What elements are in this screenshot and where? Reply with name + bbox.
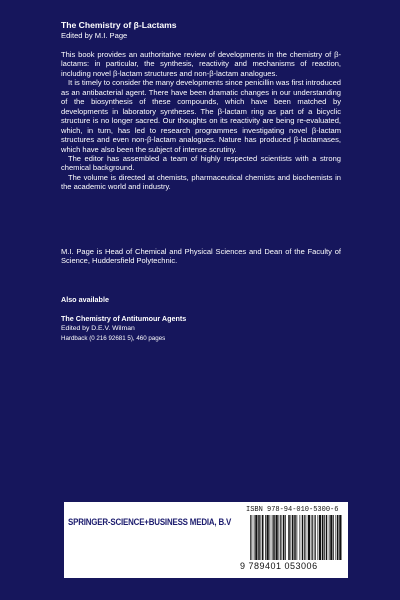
barcode-bar — [292, 515, 294, 560]
publisher-box — [64, 502, 348, 578]
barcode-bar — [333, 515, 334, 560]
barcode-bar — [272, 515, 273, 560]
barcode-bar — [255, 515, 257, 560]
author-note: M.I. Page is Head of Chemical and Physical Sciences and Dean of the Faculty of Science, Huddersfield Polytechnic. — [61, 247, 341, 266]
barcode-bar — [318, 515, 319, 560]
barcode-bar — [311, 515, 312, 560]
barcode-bar — [315, 515, 316, 560]
barcode-bar — [330, 515, 332, 560]
barcode-bar — [306, 515, 307, 560]
isbn-label: ISBN 978-94-010-5300-6 — [246, 506, 339, 514]
barcode-bar — [267, 515, 269, 560]
also-available-title: The Chemistry of Antitumour Agents — [61, 314, 187, 323]
barcode-bar — [336, 515, 337, 560]
barcode-bar — [285, 515, 286, 560]
barcode-bar — [261, 515, 262, 560]
barcode-bar — [308, 515, 310, 560]
barcode-bar — [254, 515, 255, 560]
publisher-name: SPRINGER-SCIENCE+BUSINESS MEDIA, B.V — [68, 517, 232, 527]
barcode-bar — [291, 515, 292, 560]
barcode-bar — [283, 515, 285, 560]
barcode-bar — [302, 515, 304, 560]
also-available-editor: Edited by D.E.V. Wilman — [61, 325, 135, 332]
barcode-bar — [258, 515, 260, 560]
barcode-bar — [270, 515, 271, 560]
barcode-bar — [329, 515, 330, 560]
barcode-bar — [280, 515, 281, 560]
book-title: The Chemistry of β-Lactams — [61, 20, 177, 30]
barcode-bar — [279, 515, 280, 560]
also-available-isbn: Hardback (0 216 92681 5), 460 pages — [61, 335, 166, 342]
barcode-bar — [337, 515, 339, 560]
description-paragraph: The volume is directed at chemists, pharmaceutical chemists and biochemists in the academic world and industry. — [61, 172, 341, 192]
barcode-bar — [304, 515, 305, 560]
barcode-bar — [297, 515, 298, 560]
description-paragraph: It is timely to consider the many developments since penicillin was first introduced as an antibacterial agent. There have been dramatic changes in our understanding of the biosynthesis of these compounds, which have been matched by developments in laboratory syntheses. The β-lactam ring as part of a bicyclic structure is no longer sacred. Our thoughts on its reactivity are being re-evaluated, which, in turn, has led to research programmes investigating novel β-lactam structures and even non-β-lactam analogues. Nature has produced β-lactamases, which have also been the subject of intense scrutiny. — [61, 78, 341, 154]
barcode-bar — [273, 515, 275, 560]
barcode-bar — [339, 515, 341, 560]
barcode-bar — [326, 515, 328, 560]
barcode-bar — [322, 515, 324, 560]
barcode-bar — [312, 515, 313, 560]
barcode-bar — [288, 515, 290, 560]
barcode-bar — [252, 515, 253, 560]
barcode-bar — [262, 515, 264, 560]
barcode-bar — [282, 515, 283, 560]
description-paragraph: The editor has assembled a team of highly respected scientists with a strong chemical background. — [61, 153, 341, 173]
barcode-bar — [324, 515, 325, 560]
barcode-bar — [319, 515, 321, 560]
book-editor: Edited by M.I. Page — [61, 31, 128, 40]
description — [61, 50, 341, 192]
barcode-bar — [276, 515, 278, 560]
barcode-bar — [314, 515, 315, 560]
barcode-icon — [248, 515, 342, 560]
barcode-bar — [250, 515, 251, 560]
barcode-bar — [294, 515, 296, 560]
barcode-digits: 9 789401 053006 — [240, 561, 318, 571]
description-paragraph: This book provides an authoritative review of developments in the chemistry of β-lactams: in particular, the synthesis, reactivity and mechanisms of reaction, including novel β-lactam structures and non-β-lactam analogues. — [61, 50, 341, 78]
barcode-bar — [300, 515, 301, 560]
barcode-bar — [265, 515, 266, 560]
also-available-label: Also available — [61, 295, 109, 304]
